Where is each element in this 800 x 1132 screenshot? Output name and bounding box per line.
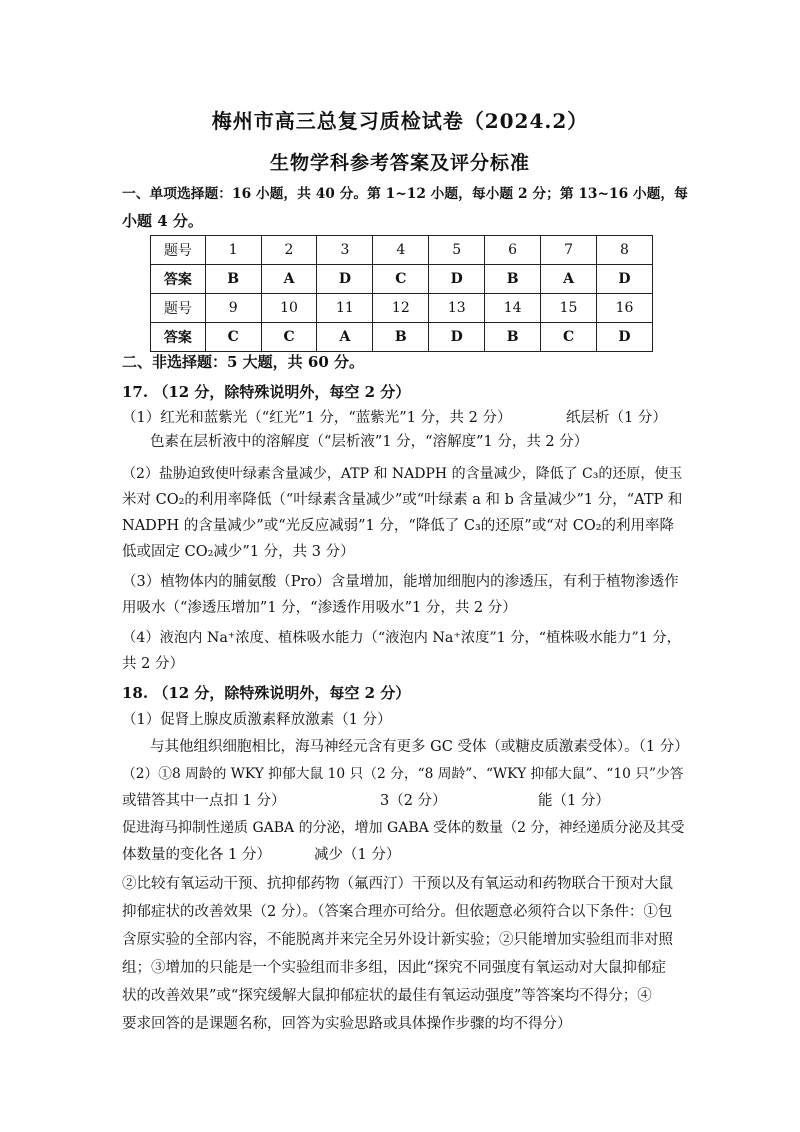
table-row (151, 236, 653, 265)
table-cell: D (429, 265, 485, 294)
q17-answer-2a: （2）盐胁迫致使叶绿素含量减少，ATP 和 NADPH 的含量减少，降低了 C₃的还原，使玉 (122, 466, 683, 482)
table-row (151, 265, 653, 294)
table-row (151, 294, 653, 323)
table-cell: C (261, 323, 317, 352)
q18-answer-8: 抑郁症状的改善效果（2 分）。（答案合理亦可给分。但依题意必须符合以下条件：①包 (122, 904, 673, 920)
document-subtitle: 生物学科参考答案及评分标准 (269, 152, 530, 174)
q18-answer-6b: 减少（1 分） (314, 847, 401, 863)
q17-answer-1a: （1）红光和蓝紫光（“红光”1 分，“蓝紫光”1 分，共 2 分） (122, 410, 512, 426)
q18-answer-1: （1）促肾上腺皮质激素释放激素（1 分） (122, 712, 392, 728)
section1-heading-cont: 小题 4 分。 (122, 212, 203, 230)
table-cell: 7 (541, 236, 597, 265)
table-cell: 12 (373, 294, 429, 323)
table-cell: 1 (205, 236, 261, 265)
table-cell: B (485, 265, 541, 294)
q17-answer-1c: 色素在层析液中的溶解度（“层析液”1 分，“溶解度”1 分，共 2 分） (150, 434, 589, 450)
table-cell: 15 (541, 294, 597, 323)
table-cell: C (373, 265, 429, 294)
q18-answer-7: ②比较有氧运动干预、抗抑郁药物（氟西汀）干预以及有氧运动和药物联合干预对大鼠 (122, 876, 673, 892)
q17-answer-2c: NADPH 的含量减少”或“光反应减弱”1 分，“降低了 C₃的还原”或“对 CO₂的利用率降 (122, 518, 675, 534)
document-title: 梅州市高三总复习质检试卷（2024.2） (211, 109, 589, 133)
q18-answer-9: 含原实验的全部内容，不能脱离并来完全另外设计新实验；②只能增加实验组而非对照 (122, 932, 673, 948)
table-cell: 8 (597, 236, 653, 265)
table-header-cell: 答案 (151, 265, 206, 294)
table-cell: C (541, 323, 597, 352)
table-cell: D (317, 265, 373, 294)
table-cell: A (317, 323, 373, 352)
q18-answer-4c: 能（1 分） (538, 793, 610, 809)
table-cell: 14 (485, 294, 541, 323)
table-cell: 3 (317, 236, 373, 265)
q17-answer-3a: （3）植物体内的脯氨酸（Pro）含量增加，能增加细胞内的渗透压，有利于植物渗透作 (122, 574, 679, 590)
table-cell: 11 (317, 294, 373, 323)
table-header-cell: 题号 (151, 236, 206, 265)
table-cell: A (261, 265, 317, 294)
table-cell: 16 (597, 294, 653, 323)
q17-answer-4b: 共 2 分） (122, 656, 184, 672)
table-cell: 5 (429, 236, 485, 265)
table-cell: B (485, 323, 541, 352)
q17-answer-1b: 纸层析（1 分） (566, 410, 667, 426)
table-cell: D (597, 323, 653, 352)
table-cell: 6 (485, 236, 541, 265)
table-cell: A (541, 265, 597, 294)
q18-answer-2: 与其他组织细胞相比，海马神经元含有更多 GC 受体（或糖皮质激素受体）。（1 分） (150, 739, 689, 755)
table-cell: B (205, 265, 261, 294)
q18-answer-4b: 3（2 分） (380, 793, 447, 809)
q18-answer-3: （2）①8 周龄的 WKY 抑郁大鼠 10 只（2 分，“8 周龄”、“WKY 抑郁大鼠”、“10 只”少答 (122, 766, 684, 782)
q18-answer-10: 组；③增加的只能是一个实验组而非多组，因此“探究不同强度有氧运动对大鼠抑郁症 (122, 960, 666, 976)
table-cell: 4 (373, 236, 429, 265)
table-cell: 9 (205, 294, 261, 323)
q18-answer-11: 状的改善效果”或“探究缓解大鼠抑郁症状的最佳有氧运动强度”等答案均不得分；④ (122, 988, 652, 1004)
table-header-cell: 题号 (151, 294, 206, 323)
section2-heading: 二、非选择题：5 大题，共 60 分。 (122, 353, 364, 371)
q17-answer-2b: 米对 CO₂的利用率降低（“叶绿素含量减少”或“叶绿素 a 和 b 含量减少”1 分，“ATP 和 (122, 492, 683, 508)
q17-heading: 17. （12 分，除特殊说明外，每空 2 分） (122, 383, 411, 401)
table-cell: 13 (429, 294, 485, 323)
q17-answer-4a: （4）液泡内 Na⁺浓度、植株吸水能力（“液泡内 Na⁺浓度”1 分，“植株吸水能力”1 分， (122, 630, 681, 646)
answer-table (150, 235, 653, 352)
table-row (151, 323, 653, 352)
table-cell: 2 (261, 236, 317, 265)
table-cell: 10 (261, 294, 317, 323)
section1-heading: 一、单项选择题：16 小题，共 40 分。第 1~12 小题，每小题 2 分；第 13~16 小题，每 (122, 186, 688, 202)
q17-answer-2d: 低或固定 CO₂减少”1 分，共 3 分） (122, 544, 355, 560)
table-cell: B (373, 323, 429, 352)
q18-answer-6a: 体数量的变化各 1 分） (122, 847, 271, 863)
table-cell: D (429, 323, 485, 352)
table-header-cell: 答案 (151, 323, 206, 352)
q18-answer-5: 促进海马抑制性递质 GABA 的分泌，增加 GABA 受体的数量（2 分，神经递质分泌及其受 (122, 820, 685, 836)
q18-answer-12: 要求回答的是课题名称，回答为实验思路或具体操作步骤的均不得分） (122, 1016, 572, 1032)
q17-answer-3b: 用吸水（“渗透压增加”1 分，“渗透作用吸水”1 分，共 2 分） (122, 600, 517, 616)
table-cell: C (205, 323, 261, 352)
q18-heading: 18. （12 分，除特殊说明外，每空 2 分） (122, 684, 411, 702)
table-cell: D (597, 265, 653, 294)
q18-answer-4a: 或错答其中一点扣 1 分） (122, 793, 286, 809)
